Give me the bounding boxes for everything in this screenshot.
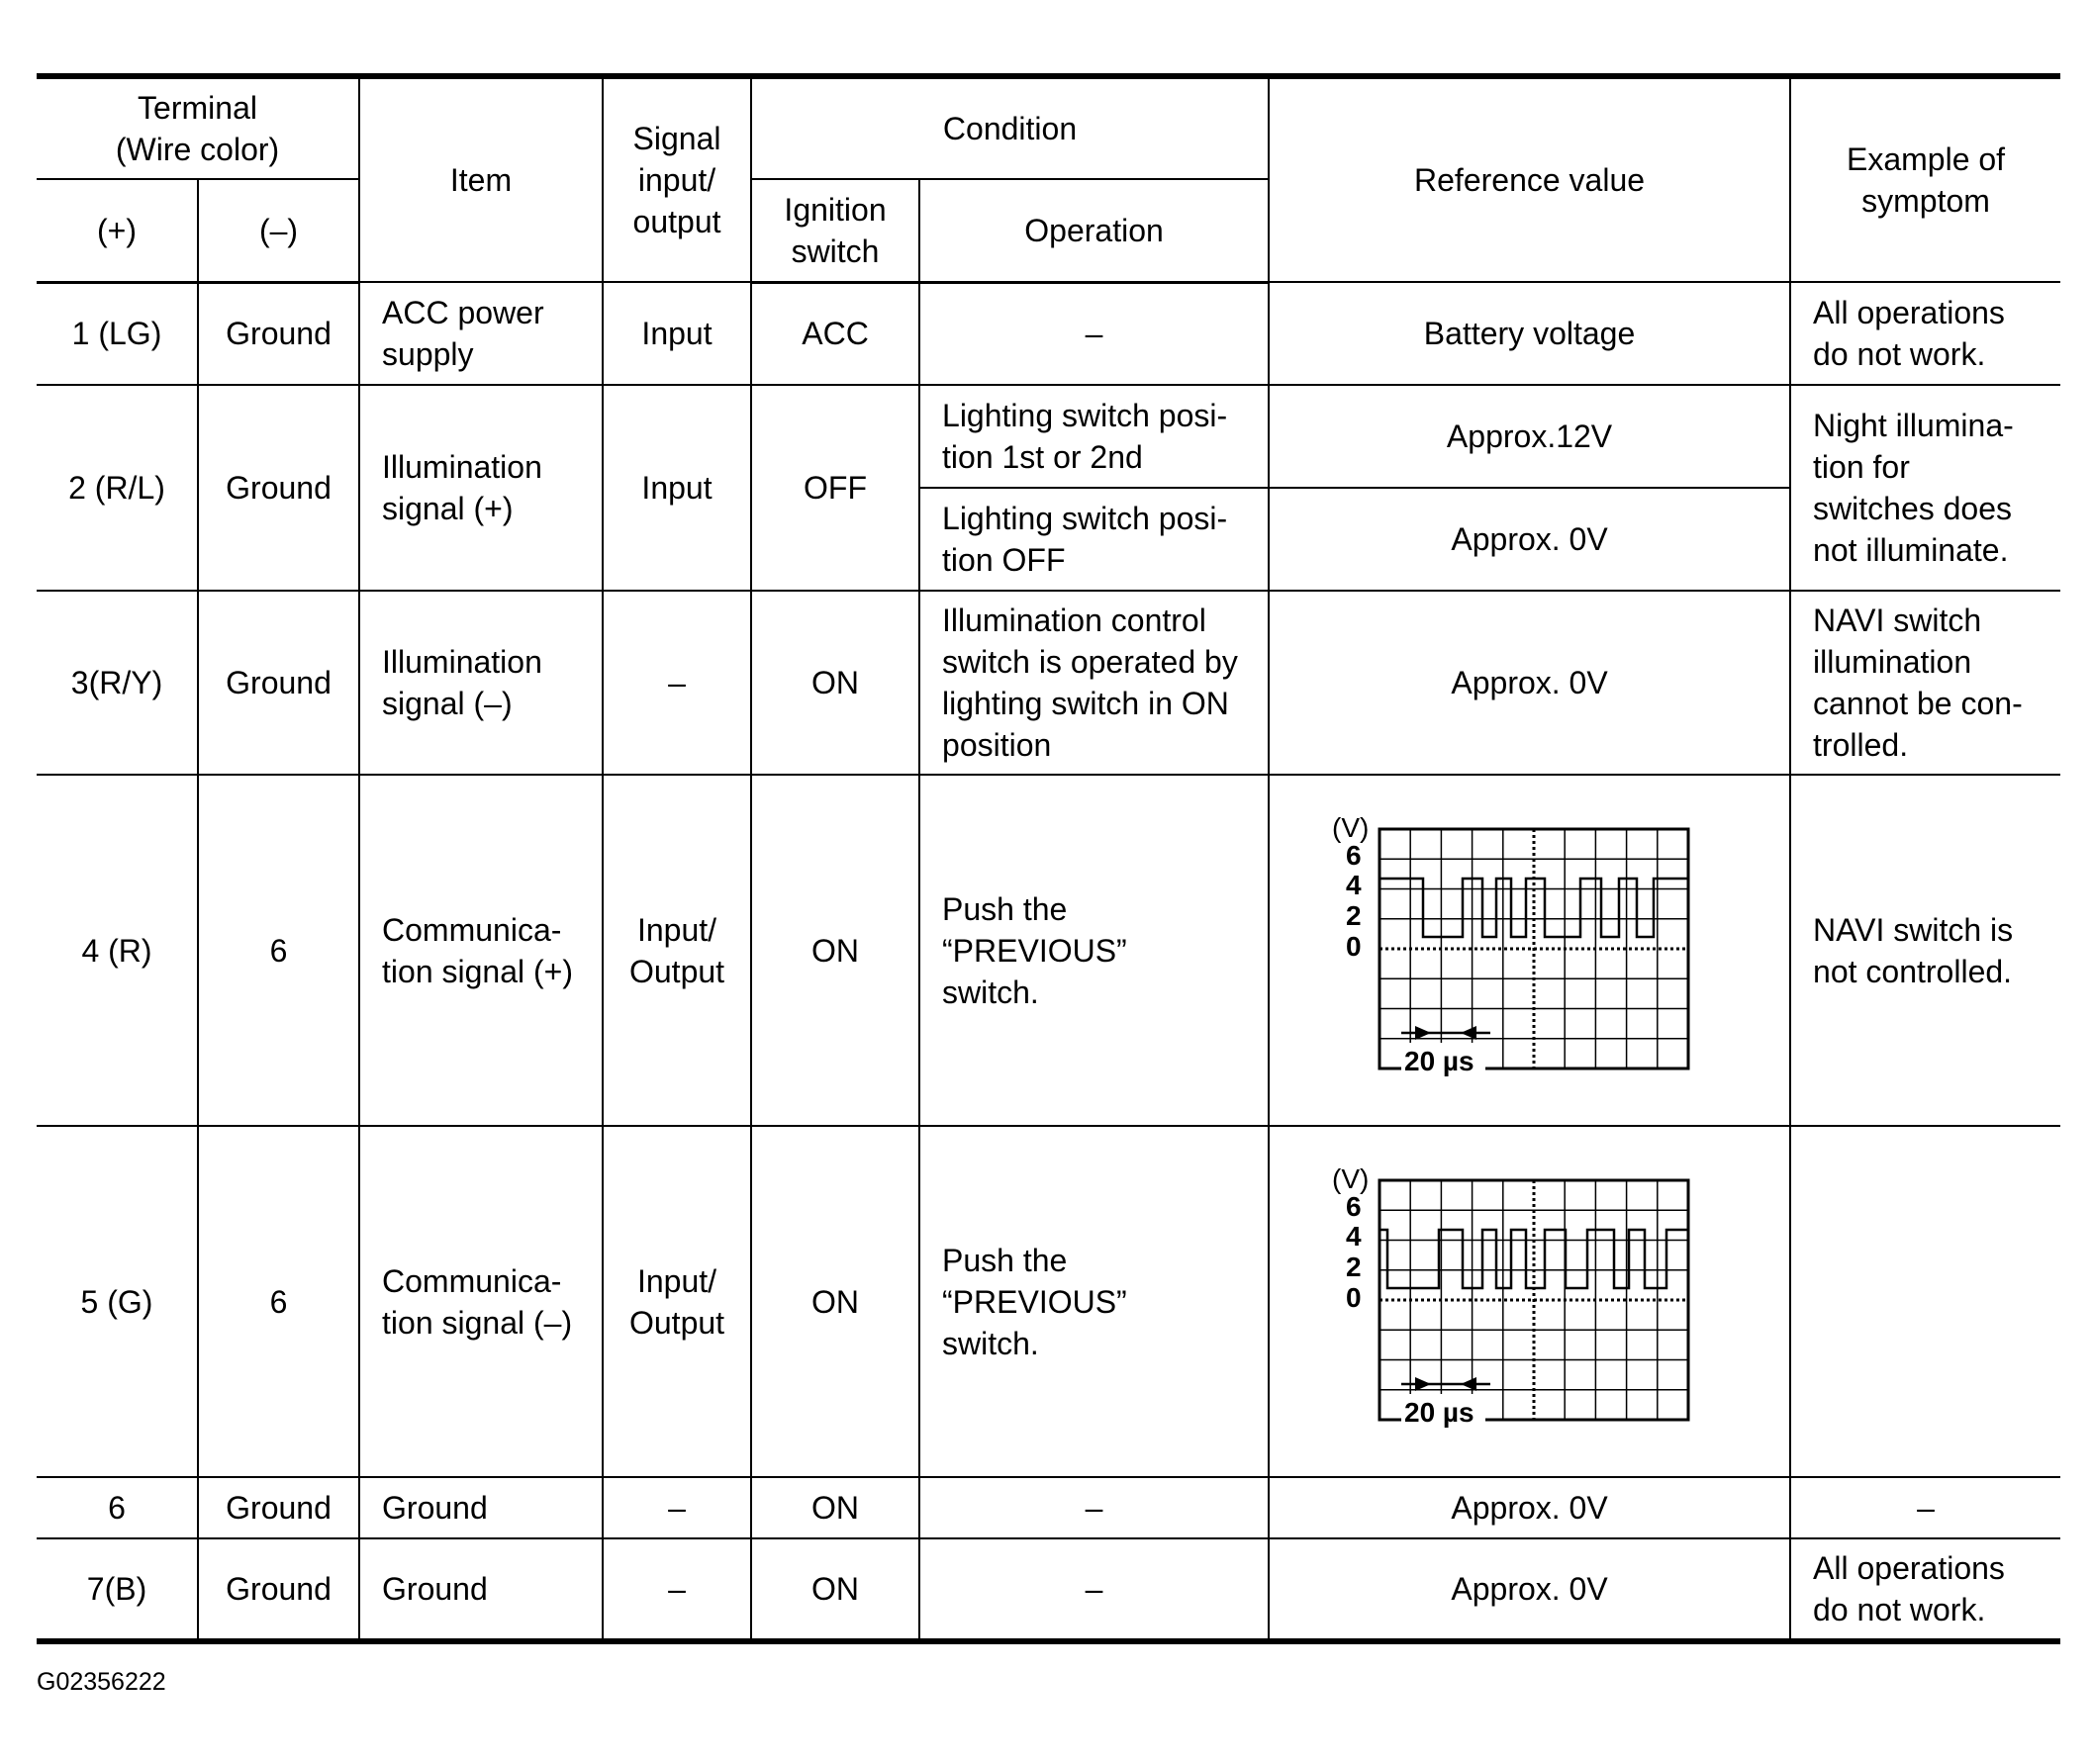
scope-time-label: 20 µs (1403, 1396, 1474, 1428)
table-row (37, 591, 2060, 775)
cell-reference: Approx. 0V (1269, 591, 1790, 775)
cell-operation: Push the “PREVIOUS” switch. (919, 1126, 1269, 1477)
cell-io: Input/ Output (603, 1126, 751, 1477)
cell-reference-waveform (1269, 775, 1790, 1126)
header-reference: Reference value (1269, 76, 1790, 282)
arrow-right-icon (1415, 1026, 1431, 1040)
cell-symptom: NAVI switch is not controlled. (1790, 775, 2060, 1126)
cell-symptom: – (1790, 1477, 2060, 1538)
scope-unit-label: (V) (1331, 1167, 1369, 1194)
cell-reference: Approx. 0V (1269, 1477, 1790, 1538)
header-minus: (–) (198, 179, 359, 282)
cell-operation: – (919, 1477, 1269, 1538)
scope-time-label: 20 µs (1403, 1045, 1474, 1076)
header-condition: Condition (751, 76, 1269, 179)
cell-plus: 6 (37, 1477, 198, 1538)
cell-reference: Battery voltage (1269, 282, 1790, 385)
cell-operation: Push the “PREVIOUS” switch. (919, 775, 1269, 1126)
table-row (37, 1477, 2060, 1538)
cell-operation: Lighting switch posi- tion 1st or 2nd (919, 385, 1269, 488)
cell-symptom: Night illumina- tion for switches does not illuminate. (1790, 385, 2060, 591)
cell-minus: Ground (198, 1477, 359, 1538)
cell-minus: Ground (198, 1538, 359, 1641)
header-ignition: Ignition switch (751, 179, 919, 282)
scope-tick-4: 4 (1345, 869, 1362, 900)
cell-ignition: ON (751, 1126, 919, 1477)
oscilloscope-waveform-minus (1332, 1168, 1728, 1436)
cell-reference-waveform (1269, 1126, 1790, 1477)
cell-minus: Ground (198, 282, 359, 385)
cell-symptom: All operations do not work. (1790, 282, 2060, 385)
scope-tick-4: 4 (1345, 1220, 1362, 1252)
cell-ignition: ON (751, 591, 919, 775)
cell-item: Communica- tion signal (–) (359, 1126, 603, 1477)
cell-operation: Lighting switch posi- tion OFF (919, 488, 1269, 591)
arrow-left-icon (1461, 1026, 1476, 1040)
header-plus: (+) (37, 179, 198, 282)
scope-unit-label: (V) (1331, 816, 1369, 843)
scope-tick-0: 0 (1345, 930, 1362, 962)
cell-item: Communica- tion signal (+) (359, 775, 603, 1126)
arrow-right-icon (1415, 1377, 1431, 1391)
cell-plus: 2 (R/L) (37, 385, 198, 591)
cell-minus: 6 (198, 775, 359, 1126)
cell-reference: Approx. 0V (1269, 1538, 1790, 1641)
cell-plus: 7(B) (37, 1538, 198, 1641)
cell-minus: Ground (198, 591, 359, 775)
cell-plus: 4 (R) (37, 775, 198, 1126)
cell-operation: – (919, 1538, 1269, 1641)
arrow-left-icon (1461, 1377, 1476, 1391)
cell-io: Input (603, 282, 751, 385)
scope-tick-6: 6 (1345, 1190, 1362, 1222)
cell-plus: 3(R/Y) (37, 591, 198, 775)
table-row (37, 1538, 2060, 1641)
cell-minus: Ground (198, 385, 359, 591)
cell-ignition: ON (751, 1538, 919, 1641)
scope-tick-6: 6 (1345, 839, 1362, 871)
cell-io: Input/ Output (603, 775, 751, 1126)
cell-item: Ground (359, 1477, 603, 1538)
cell-reference: Approx. 0V (1269, 488, 1790, 591)
cell-operation: – (919, 282, 1269, 385)
cell-item: ACC power supply (359, 282, 603, 385)
table-row (37, 282, 2060, 385)
table-row (37, 1126, 2060, 1477)
cell-operation: Illumination control switch is operated by lighting switch in ON position (919, 591, 1269, 775)
cell-io: – (603, 1477, 751, 1538)
cell-ignition: ON (751, 775, 919, 1126)
cell-plus: 5 (G) (37, 1126, 198, 1477)
cell-reference: Approx.12V (1269, 385, 1790, 488)
cell-io: – (603, 591, 751, 775)
cell-ignition: OFF (751, 385, 919, 591)
cell-minus: 6 (198, 1126, 359, 1477)
cell-ignition: ACC (751, 282, 919, 385)
header-item: Item (359, 76, 603, 282)
table-row (37, 385, 2060, 488)
cell-io: – (603, 1538, 751, 1641)
cell-ignition: ON (751, 1477, 919, 1538)
scope-tick-0: 0 (1345, 1281, 1362, 1313)
cell-plus: 1 (LG) (37, 282, 198, 385)
header-symptom: Example of symptom (1790, 76, 2060, 282)
cell-symptom: All operations do not work. (1790, 1538, 2060, 1641)
scope-tick-2: 2 (1345, 899, 1362, 931)
header-operation: Operation (919, 179, 1269, 282)
cell-item: Illumination signal (+) (359, 385, 603, 591)
scope-tick-2: 2 (1345, 1251, 1362, 1282)
terminal-reference-table (37, 73, 2060, 1644)
cell-symptom (1790, 1126, 2060, 1477)
oscilloscope-waveform-plus (1332, 817, 1728, 1084)
cell-item: Illumination signal (–) (359, 591, 603, 775)
cell-item: Ground (359, 1538, 603, 1641)
header-terminal: Terminal (Wire color) (37, 76, 359, 179)
table-row (37, 775, 2060, 1126)
cell-io: Input (603, 385, 751, 591)
header-signal-io: Signal input/ output (603, 76, 751, 282)
document-id: G02356222 (37, 1668, 166, 1696)
cell-symptom: NAVI switch illumination cannot be con- trolled. (1790, 591, 2060, 775)
